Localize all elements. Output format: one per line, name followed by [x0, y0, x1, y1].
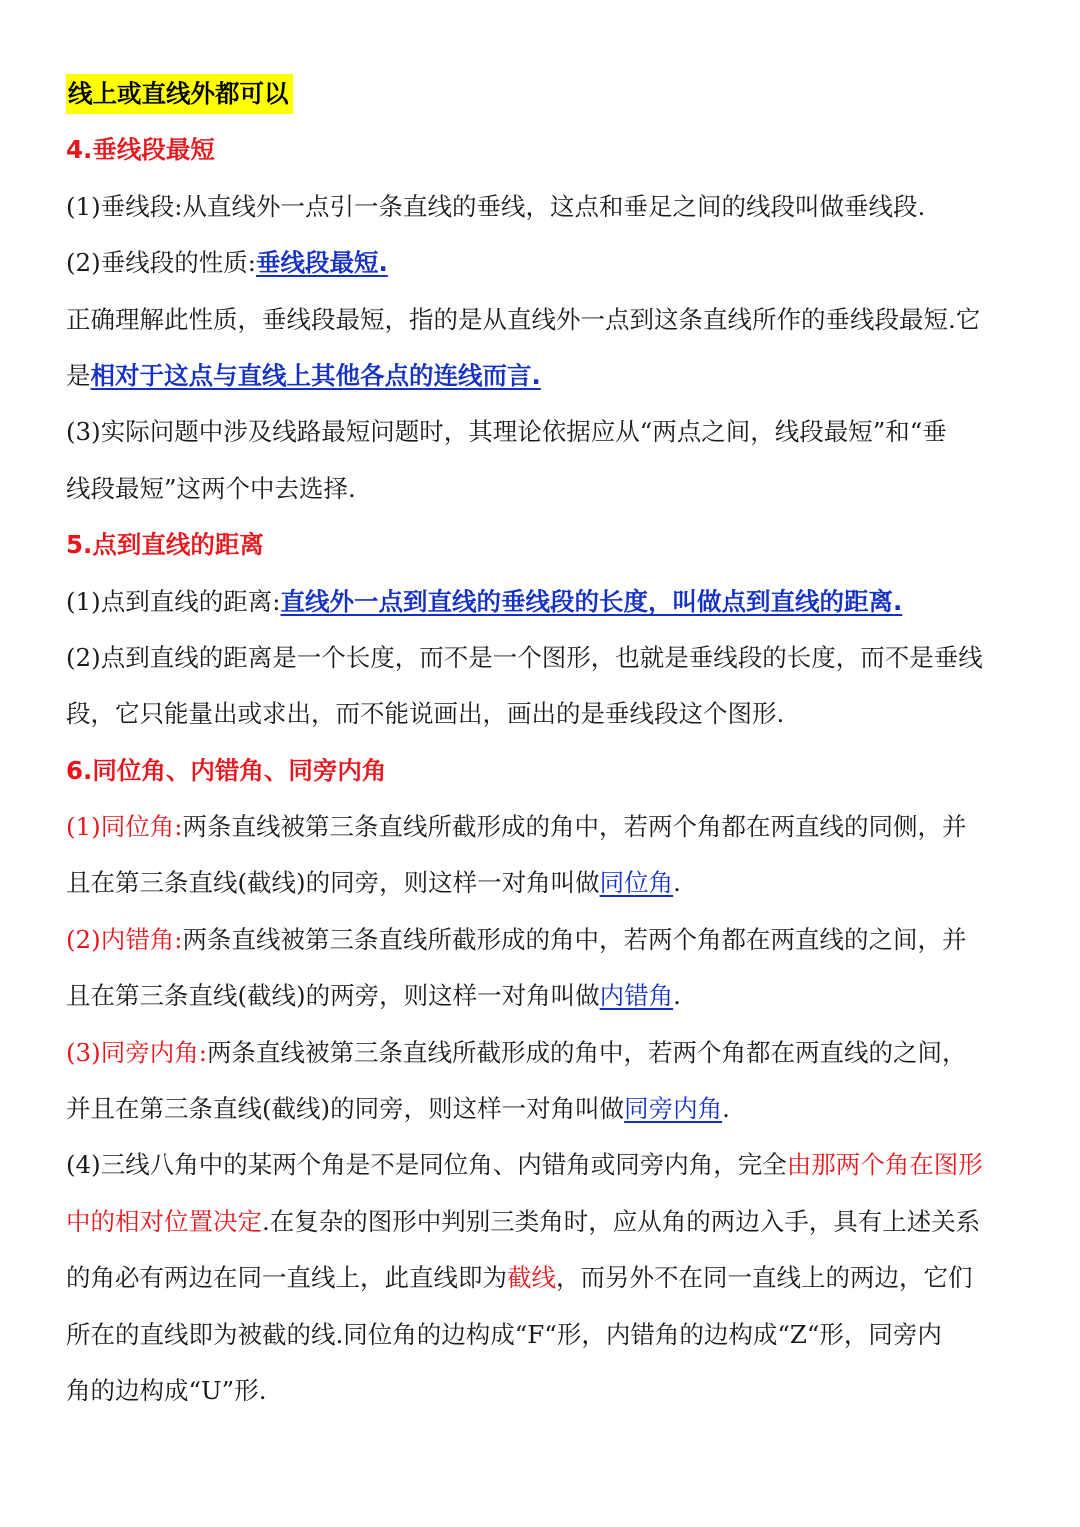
sec6-c-prefix: 并且在第三条直线(截线)的同旁，则这样一对角叫做	[66, 1094, 625, 1124]
sec6-a-label: (1)同位角:	[66, 812, 183, 842]
sec4-paragraph-3-line-1: 正确理解此性质，垂线段最短，指的是从直线外一点到这条直线所作的垂线段最短.它	[66, 304, 981, 334]
sec6-item-d-line-2	[66, 1194, 1021, 1250]
sec6-item-c-line-2	[66, 1081, 1021, 1137]
sec6-c-text: 两条直线被第三条直线所截形成的角中，若两个角都在两直线的之间，	[206, 1037, 967, 1067]
section-4-heading: 4.垂线段最短	[66, 135, 215, 165]
sec4-paragraph-4-line-1: (3)实际问题中涉及线路最短问题时，其理论依据应从“两点之间，线段最短”和“垂	[66, 417, 947, 447]
sec5-p1-emphasis: 直线外一点到直线的垂线段的长度，叫做点到直线的距离.	[280, 586, 903, 616]
sec4-p2-emphasis: 垂线段最短.	[255, 248, 388, 278]
sec6-c-label: (3)同旁内角:	[66, 1037, 207, 1067]
sec6-c-term: 同旁内角	[624, 1094, 723, 1124]
sec4-p3-emphasis: 相对于这点与直线上其他各点的连线而言.	[90, 360, 541, 390]
sec6-d-red-1: 由那两个角在图形	[786, 1150, 983, 1180]
sec6-a-term: 同位角	[599, 868, 674, 898]
sec4-paragraph-2	[66, 235, 1021, 291]
sec6-item-d-line-3	[66, 1250, 1021, 1306]
highlighted-text: 线上或直线外都可以	[66, 74, 293, 114]
sec6-d-prefix-3: 的角必有两边在同一直线上，此直线即为	[66, 1263, 507, 1293]
sec4-paragraph-1: (1)垂线段:从直线外一点引一条直线的垂线，这点和垂足之间的线段叫做垂线段.	[66, 191, 926, 221]
sec6-d-rest-3: ，而另外不在同一直线上的两边，它们	[556, 1263, 973, 1293]
sec6-a-prefix: 且在第三条直线(截线)的同旁，则这样一对角叫做	[66, 868, 600, 898]
sec6-a-end: .	[673, 868, 681, 898]
sec5-paragraph-2-line-2: 段，它只能量出或求出，而不能说画出，画出的是垂线段这个图形.	[66, 699, 785, 729]
sec6-item-d-line-5: 角的边构成“U”形.	[66, 1375, 267, 1405]
sec4-paragraph-3-line-2	[66, 348, 1021, 404]
sec6-b-prefix: 且在第三条直线(截线)的两旁，则这样一对角叫做	[66, 981, 600, 1011]
sec5-p1-prefix: (1)点到直线的距离:	[66, 586, 281, 616]
sec6-d-prefix: (4)三线八角中的某两个角是不是同位角、内错角或同旁内角，完全	[66, 1150, 787, 1180]
sec6-b-label: (2)内错角:	[66, 924, 183, 954]
sec6-item-b-line-1	[66, 912, 1021, 968]
sec6-item-d-line-1	[66, 1137, 1021, 1193]
sec5-paragraph-1	[66, 574, 1021, 630]
sec6-d-red-2: 中的相对位置决定	[66, 1206, 262, 1236]
section-5-heading: 5.点到直线的距离	[66, 530, 264, 560]
sec6-item-c-line-1	[66, 1025, 1021, 1081]
sec6-b-end: .	[673, 981, 681, 1011]
sec4-p2-prefix: (2)垂线段的性质:	[66, 248, 256, 278]
document-page	[66, 66, 1021, 1419]
sec6-a-text: 两条直线被第三条直线所截形成的角中，若两个角都在两直线的同侧，并	[182, 812, 967, 842]
sec4-paragraph-4-line-2: 线段最短”这两个中去选择.	[66, 473, 356, 503]
sec5-paragraph-2-line-1: (2)点到直线的距离是一个长度，而不是一个图形，也就是垂线段的长度，而不是垂线	[66, 642, 983, 672]
section-6-heading: 6.同位角、内错角、同旁内角	[66, 755, 387, 785]
top-line	[66, 66, 1021, 122]
sec4-p3-prefix: 是	[66, 360, 91, 390]
sec6-b-term: 内错角	[599, 981, 674, 1011]
sec6-b-text: 两条直线被第三条直线所截形成的角中，若两个角都在两直线的之间，并	[182, 924, 967, 954]
sec6-c-end: .	[722, 1094, 730, 1124]
sec6-d-red-3: 截线	[507, 1263, 556, 1293]
sec6-item-a-line-2	[66, 855, 1021, 911]
sec6-d-rest-2: .在复杂的图形中判别三类角时，应从角的两边入手，具有上述关系	[262, 1206, 981, 1236]
sec6-item-b-line-2	[66, 968, 1021, 1024]
sec6-item-a-line-1	[66, 799, 1021, 855]
sec6-item-d-line-4: 所在的直线即为被截的线.同位角的边构成“F“形，内错角的边构成“Z“形，同旁内	[66, 1319, 942, 1349]
